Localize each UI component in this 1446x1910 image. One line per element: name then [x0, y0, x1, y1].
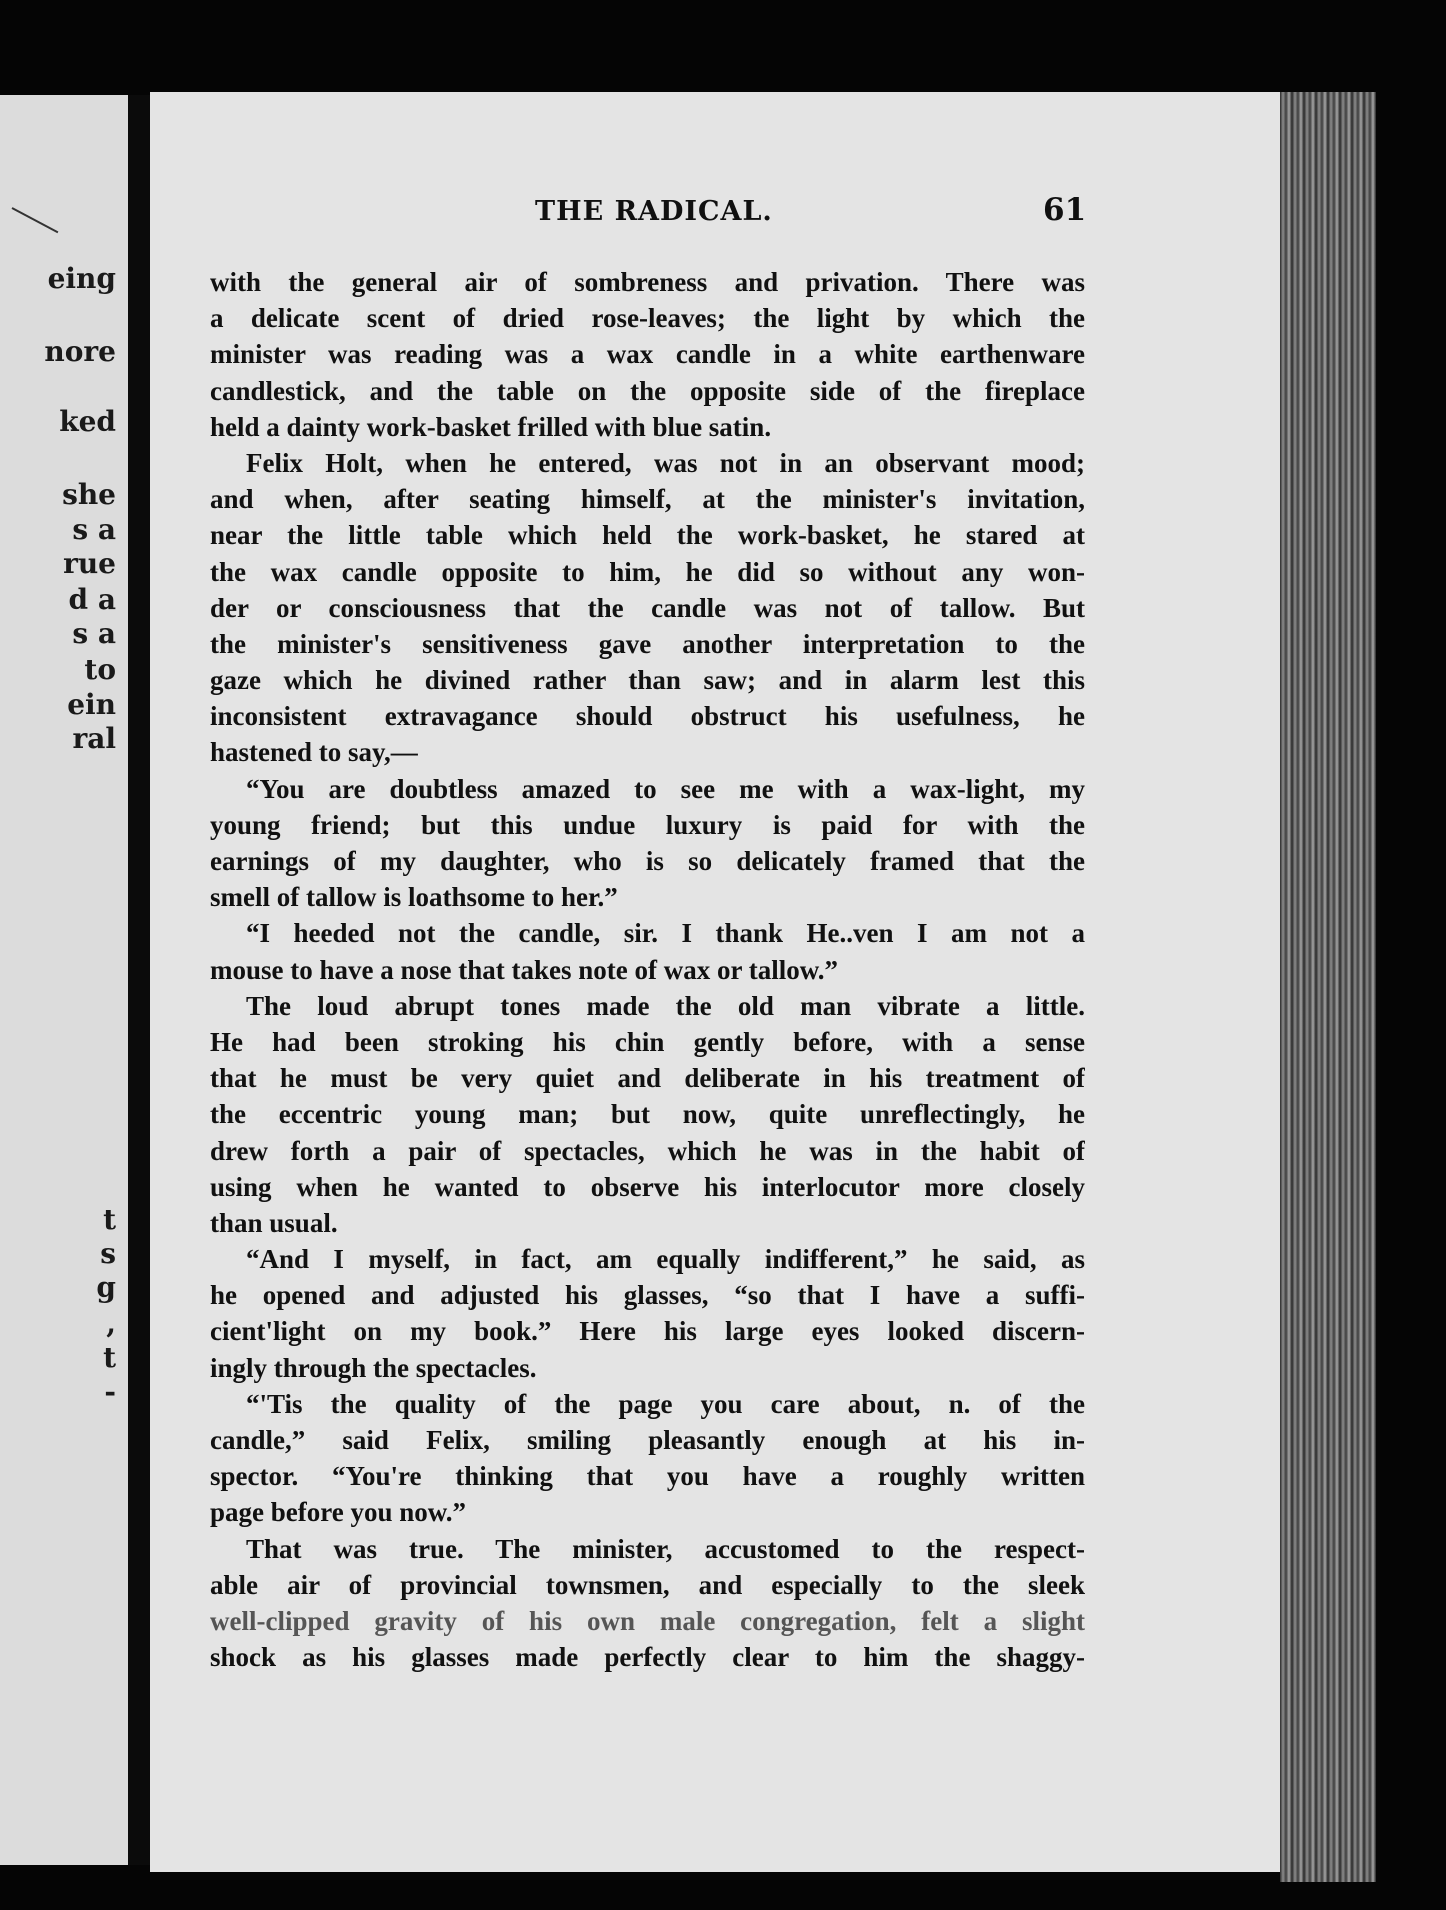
- facing-page-fragment: ein: [67, 688, 116, 721]
- facing-page-fragment: ked: [59, 405, 116, 438]
- running-title: THE RADICAL.: [535, 196, 773, 227]
- paragraph-start-line: That was true. The minister, accustomed to the respect-: [246, 1533, 1085, 1564]
- text-line: using when he wanted to observe his interlocutor more closely: [210, 1171, 1085, 1202]
- facing-page-fragment: g: [96, 1271, 116, 1304]
- facing-page-fragment: nore: [44, 335, 116, 368]
- paragraph-start-line: “You are doubtless amazed to see me with a wax-light, my: [246, 773, 1085, 804]
- text-line: earnings of my daughter, who is so delicately framed that the: [210, 846, 1085, 876]
- paragraph-start-line: The loud abrupt tones made the old man vibrate a little.: [246, 990, 1085, 1021]
- text-line: cient'light on my book.” Here his large eyes looked discern-: [210, 1316, 1085, 1347]
- paragraph-start-line: “I heeded not the candle, sir. I thank He..ven I am not a: [246, 918, 1085, 949]
- facing-page-fragment: eing: [47, 262, 116, 295]
- text-line: drew forth a pair of spectacles, which he was in the habit of: [210, 1135, 1085, 1166]
- text-line: ingly through the spectacles.: [210, 1352, 537, 1383]
- facing-page-fragment: t: [103, 1341, 116, 1374]
- text-line: candle,” said Felix, smiling pleasantly enough at his in-: [210, 1425, 1085, 1455]
- facing-page-fragment: -: [104, 1375, 116, 1408]
- facing-page-fragment: rue: [63, 547, 116, 580]
- text-line: young friend; but this undue luxury is paid for with the: [210, 809, 1085, 840]
- text-line: that he must be very quiet and deliberate in his treatment of: [210, 1063, 1085, 1094]
- text-line: shock as his glasses made perfectly clear to him the shaggy-: [210, 1642, 1085, 1673]
- text-line: mouse to have a nose that takes note of wax or tallow.”: [210, 954, 838, 985]
- text-line: he opened and adjusted his glasses, “so that I have a suffi-: [210, 1280, 1085, 1311]
- text-line: than usual.: [210, 1207, 338, 1238]
- text-line: and when, after seating himself, at the minister's invitation,: [210, 484, 1085, 515]
- text-line: hastened to say,—: [210, 737, 418, 768]
- text-line: the minister's sensitiveness gave another interpretation to the: [210, 628, 1085, 659]
- text-line: page before you now.”: [210, 1497, 467, 1528]
- book-gutter: [128, 95, 152, 1865]
- text-line: minister was reading was a wax candle in a white earthenware: [210, 339, 1085, 370]
- text-line: the eccentric young man; but now, quite unreflectingly, he: [210, 1099, 1085, 1130]
- facing-page-fragment: ral: [72, 722, 116, 755]
- facing-page-fragment: t: [103, 1203, 116, 1236]
- page-edges: [1280, 92, 1376, 1882]
- facing-page-fragment: s: [100, 1237, 116, 1270]
- body-text: [210, 264, 1085, 1675]
- facing-page-fragment: ,: [106, 1307, 116, 1340]
- text-line: smell of tallow is loathsome to her.”: [210, 882, 618, 913]
- facing-page-fragment: to: [84, 653, 116, 686]
- text-line: well-clipped gravity of his own male congregation, felt a slight: [210, 1605, 1085, 1636]
- text-line: der or consciousness that the candle was not of tallow. But: [210, 592, 1085, 623]
- paragraph-start-line: “'Tis the quality of the page you care about, n. of the: [246, 1388, 1085, 1419]
- text-line: candlestick, and the table on the opposite side of the fireplace: [210, 375, 1085, 406]
- text-line: near the little table which held the work-basket, he stared at: [210, 520, 1085, 551]
- facing-page-fragment: s a: [72, 513, 116, 546]
- text-line: held a dainty work-basket frilled with blue satin.: [210, 411, 772, 442]
- paragraph-start-line: “And I myself, in fact, am equally indifferent,” he said, as: [246, 1244, 1085, 1275]
- facing-page: [0, 95, 128, 1865]
- running-head: [150, 192, 1280, 236]
- text-line: able air of provincial townsmen, and especially to the sleek: [210, 1569, 1085, 1600]
- text-line: inconsistent extravagance should obstruct his usefulness, he: [210, 701, 1085, 732]
- page-number: 61: [1043, 192, 1087, 228]
- ink-mark: [12, 207, 59, 233]
- text-line: the wax candle opposite to him, he did so without any won-: [210, 556, 1085, 587]
- text-line: gaze which he divined rather than saw; and in alarm lest this: [210, 665, 1085, 696]
- text-line: spector. “You're thinking that you have a roughly written: [210, 1461, 1085, 1492]
- facing-page-fragment: she: [62, 478, 116, 511]
- paragraph-start-line: Felix Holt, when he entered, was not in an observant mood;: [246, 447, 1085, 478]
- text-line: a delicate scent of dried rose-leaves; the light by which the: [210, 303, 1085, 334]
- facing-page-fragment: s a: [72, 617, 116, 650]
- text-line: with the general air of sombreness and privation. There was: [210, 267, 1085, 297]
- facing-page-fragment: d a: [68, 583, 116, 616]
- text-line: He had been stroking his chin gently before, with a sense: [210, 1026, 1085, 1057]
